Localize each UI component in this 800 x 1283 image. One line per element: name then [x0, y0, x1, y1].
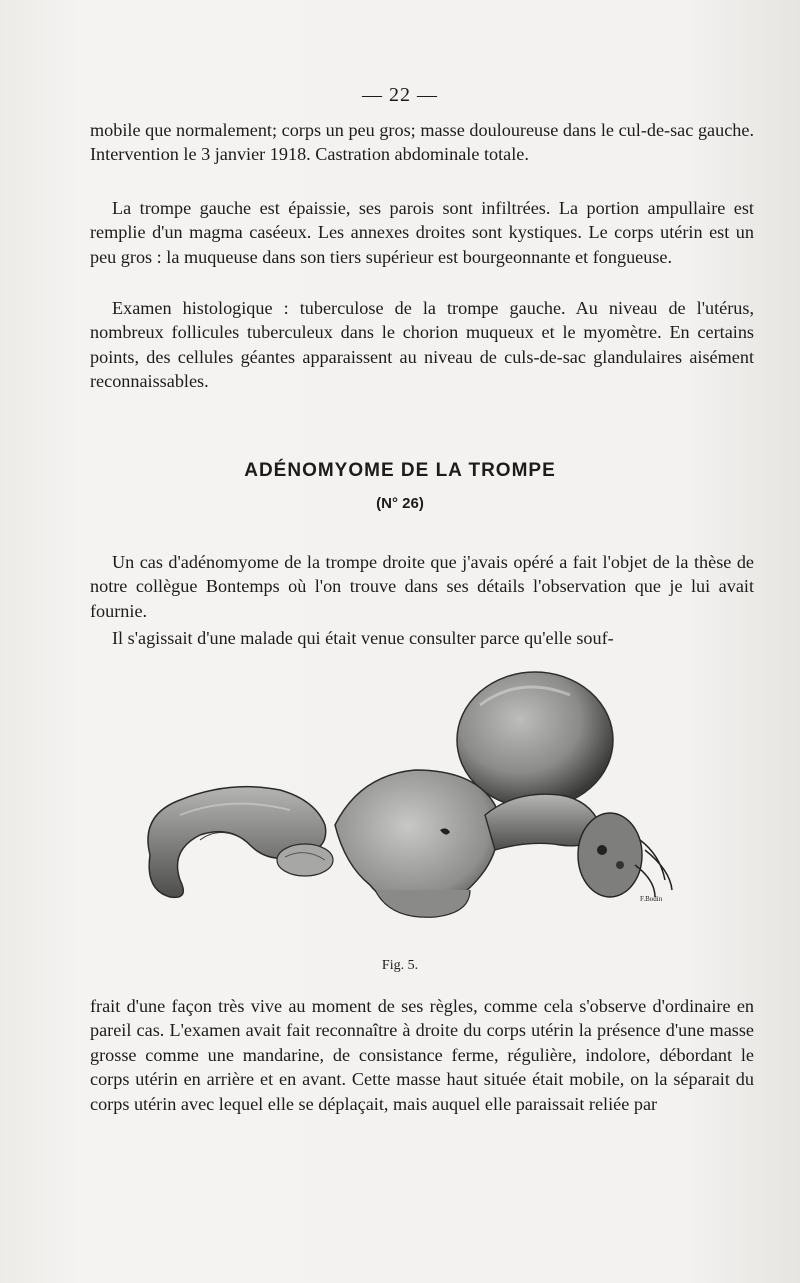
section-number: (N° 26) — [376, 495, 424, 512]
paragraph-observation-end: mobile que normalement; corps un peu gros; masse douloureuse dans le cul-de-sac gauche. Intervention le 3 janvier 1918. Castration abdominale totale. — [90, 120, 754, 165]
paragraph-malade: Il s'agissait d'une malade qui était venue consulter parce qu'elle souf- — [112, 628, 614, 648]
section-title: ADÉNOMYOME DE LA TROMPE — [244, 460, 556, 481]
left-ovary — [277, 844, 333, 876]
paragraph-symptoms: frait d'une façon très vive au moment de ses règles, comme cela s'observe d'ordinaire en pareil cas. L'examen avait fait reconnaître à droite du corps utérin la présence d'une masse grosse comme une mandarine, de consistance ferme, régulière, indolore, débordant le corps utérin en arrière et en avant. Cette masse haut située était mobile, on la séparait du corps utérin avec lequel elle se déplaçait, mais auquel elle paraissait reliée par — [90, 996, 754, 1114]
illustrator-signature: F.Bodin — [640, 895, 663, 903]
left-tube — [148, 787, 326, 898]
paragraph-histology: Examen histologique : tuberculose de la trompe gauche. Au niveau de l'utérus, nombreux follicules tuberculeux dans le chorion muqueux et le myomètre. En certains points, des cellules géantes apparaissent au niveau de culs-de-sac glandulaires aisément reconnaissables. — [90, 298, 754, 392]
figure-caption: Fig. 5. — [381, 958, 419, 973]
page-number: — 22 — — [362, 84, 438, 106]
right-ovary — [578, 813, 672, 897]
paragraph-trompe-description: La trompe gauche est épaissie, ses parois sont infiltrées. La portion ampullaire est remplie d'un magma caséeux. Les annexes droites sont kystiques. Le corps utérin est un peu gros : la muqueuse dans son tiers supérieur est bourgeonnante et fongueuse. — [90, 198, 754, 267]
paragraph-adenomyome-intro: Un cas d'adénomyome de la trompe droite que j'avais opéré a fait l'objet de la thèse de notre collègue Bontemps où l'on trouve dans ses détails l'observation que je lui avait fournie. — [90, 552, 754, 621]
uterine-body — [335, 770, 498, 917]
anatomical-illustration — [140, 665, 680, 925]
